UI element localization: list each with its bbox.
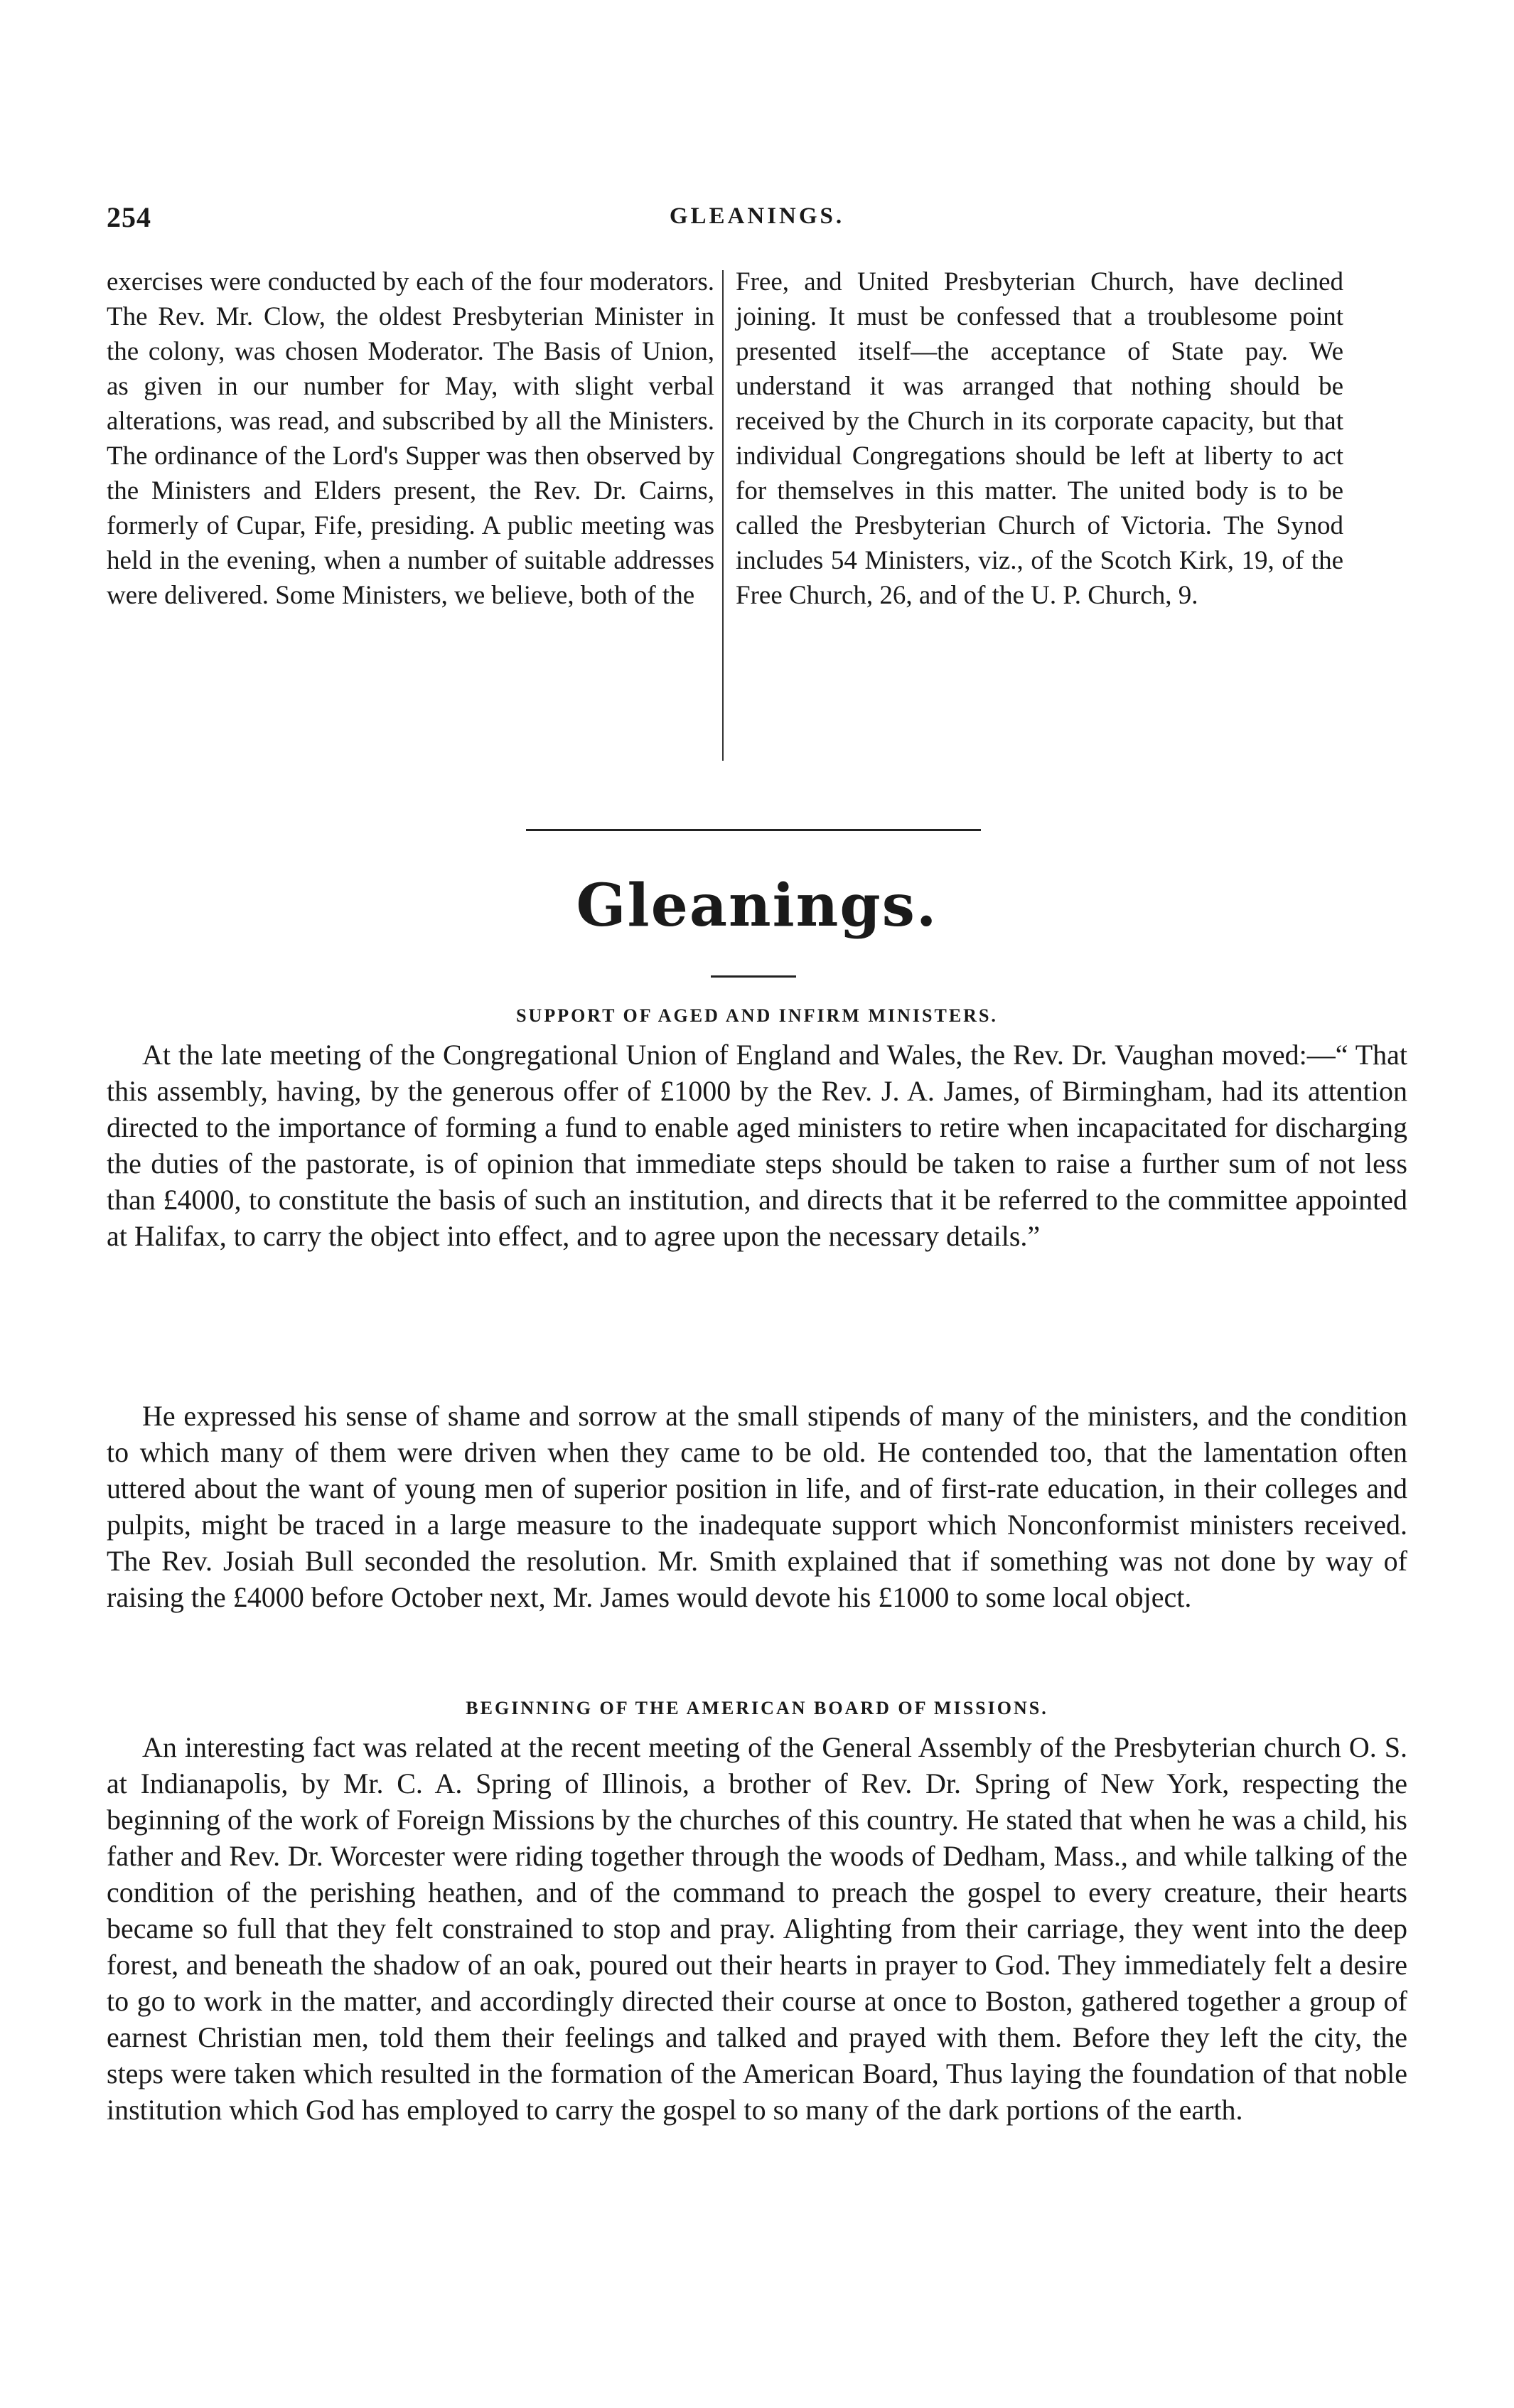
article-text-american-board: An interesting fact was related at the recent meeting of the General Assembly of the Presbyterian church O. S. at Indianapolis, by Mr. C. A. Spring of Illinois, a brother of Rev. Dr. Spring of New York, respecting the beginning of the work of Foreign Missions by the churches of this country. He stated that when he was a child, his father and Rev. Dr. Worcester were riding together through the woods of Dedham, Mass., and while talking of the condition of the perishing heathen, and of the command to preach the gospel to every creature, their hearts became so full that they felt constrained to stop and pray. Alighting from their carriage, they went into the deep forest, and beneath the shadow of an oak, poured out their hearts in prayer to God. They immediately felt a desire to go to work in the matter, and accordingly directed their course at once to Boston, gathered together a group of earnest Christian men, told them their feelings and talked and prayed with them. Before they left the city, the steps were taken which resulted in the formation of the American Board, Thus laying the foundation of that noble institution which God has employed to carry the gospel to so many of the dark portions of the earth.: [107, 1731, 1407, 2126]
article-paragraph: [107, 1398, 1407, 1615]
article-heading-american-board: BEGINNING OF THE AMERICAN BOARD OF MISSIONS.: [466, 1698, 1048, 1718]
right-column: [736, 264, 1343, 613]
title-underline: [711, 975, 796, 978]
two-column-section: [107, 264, 1407, 776]
page-number: 254: [107, 201, 151, 233]
article-text-aged-ministers-1: At the late meeting of the Congregational Union of England and Wales, the Rev. Dr. Vaughan moved:—“ That this assembly, having, by the generous offer of £1000 by the Rev. J. A. James, of Birmingham, had its attention directed to the importance of forming a fund to enable aged ministers to retire when incapacitated for discharging the duties of the pastorate, is of opinion that immediate steps should be taken to raise a further sum of not less than £4000, to constitute the basis of such an institution, and directs that it be referred to the committee appointed at Halifax, to carry the object into effect, and to agree upon the necessary details.”: [107, 1039, 1407, 1252]
left-column-text: exercises were conducted by each of the four moderators. The Rev. Mr. Clow, the oldest Presbyterian Minister in the colony, was chosen Moderator. The Basis of Union, as given in our number for May, with slight verbal alterations, was read, and subscribed by all the Ministers. The ordinance of the Lord's Supper was then observed by the Ministers and Elders present, the Rev. Dr. Cairns, formerly of Cupar, Fife, presiding. A public meeting was held in the evening, when a number of suitable addresses were delivered. Some Ministers, we believe, both of the: [107, 267, 714, 610]
article-paragraph: [107, 1037, 1407, 1254]
article-text-aged-ministers-2: He expressed his sense of shame and sorrow at the small stipends of many of the ministers, and the condition to which many of them were driven when they came to be old. He contended too, that the lamentation often uttered about the want of young men of superior position in life, and of first-rate education, in their colleges and pulpits, might be traced in a large measure to the inadequate support which Nonconformist ministers received. The Rev. Josiah Bull seconded the resolution. Mr. Smith explained that if something was not done by way of raising the £4000 before October next, Mr. James would devote his £1000 to some local object.: [107, 1400, 1407, 1613]
section-title: Gleanings.: [576, 872, 938, 940]
left-column: [107, 264, 714, 613]
running-head: [107, 200, 1407, 243]
column-divider: [722, 270, 724, 761]
running-title: GLEANINGS.: [669, 203, 845, 229]
article-heading-aged-ministers: SUPPORT OF AGED AND INFIRM MINISTERS.: [516, 1005, 998, 1026]
document-page: [107, 0, 1407, 2408]
right-column-text: Free, and United Presbyterian Church, have declined joining. It must be confessed that a troublesome point presented itself—the acceptance of State pay. We understand it was arranged that nothing should be received by the Church in its corporate capacity, but that individual Congregations should be left at liberty to act for themselves in this matter. The united body is to be called the Presbyterian Church of Victoria. The Synod includes 54 Ministers, viz., of the Scotch Kirk, 19, of the Free Church, 26, and of the U. P. Church, 9.: [736, 267, 1343, 610]
section-divider: [526, 829, 981, 831]
article-paragraph: [107, 1729, 1407, 2128]
